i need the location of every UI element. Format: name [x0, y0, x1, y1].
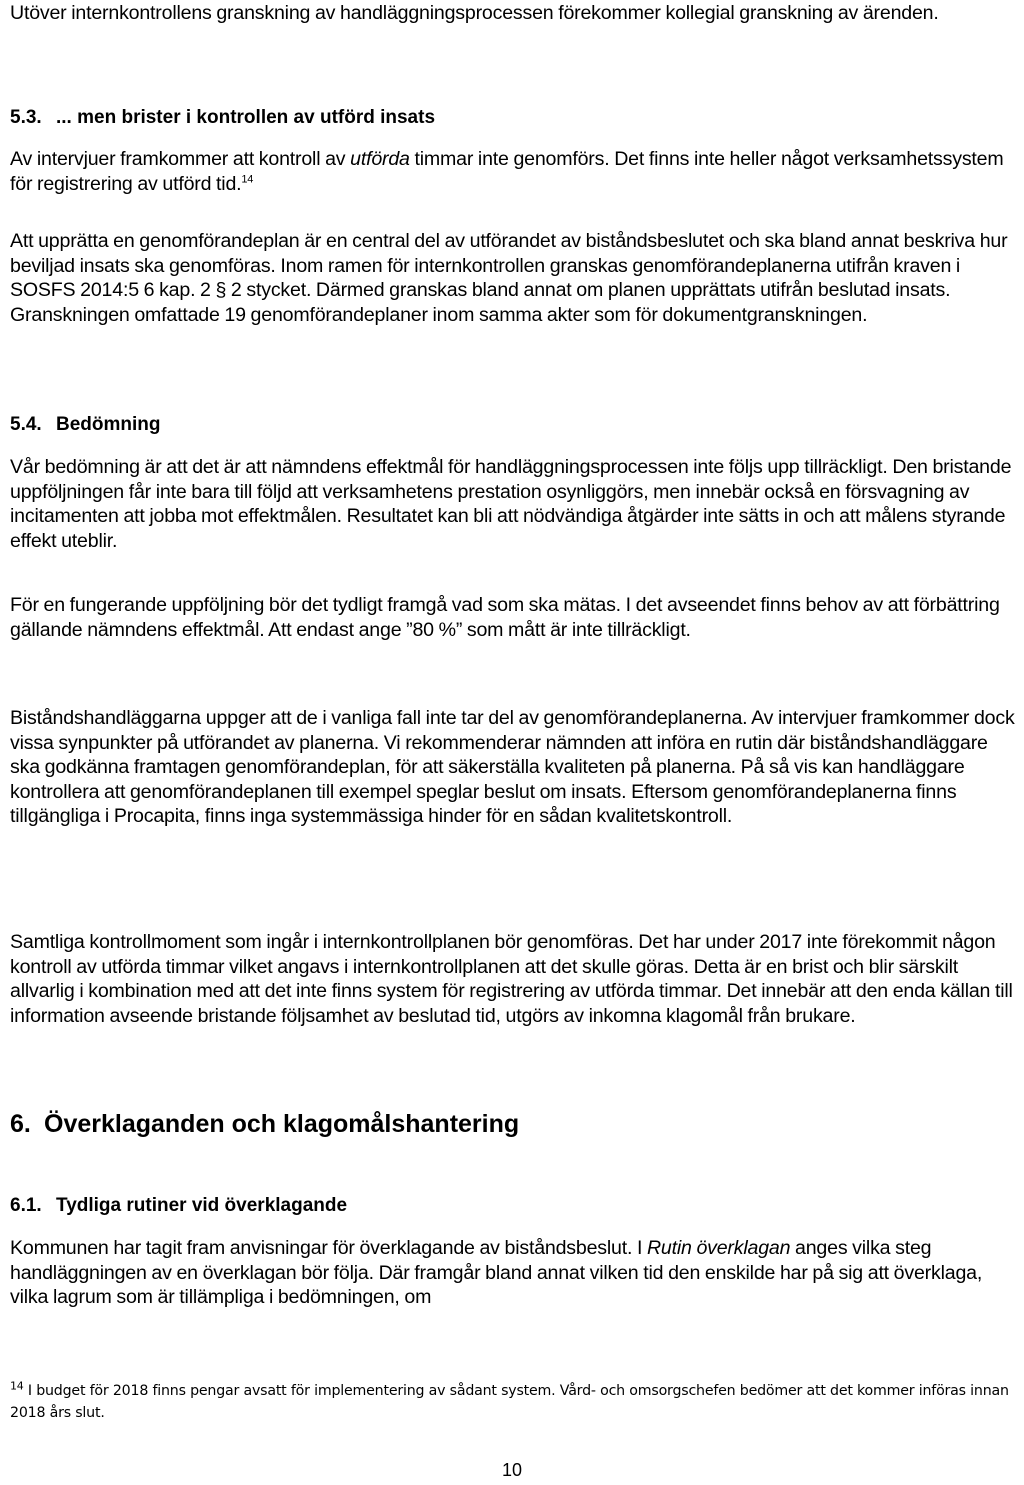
intro-paragraph: [10, 1, 1018, 26]
paragraph-5-3-b: [10, 229, 1018, 327]
heading-title: Överklaganden och klagomålshantering: [44, 1110, 520, 1138]
heading-number: 5.4.: [10, 414, 42, 435]
footnote-reference: 14: [241, 172, 254, 185]
paragraph-5-4-b: [10, 593, 1018, 642]
paragraph-text-emphasis: Rutin överklagan: [646, 1237, 791, 1259]
paragraph-text: Att upprätta en genomförandeplan är en central del av utförandet av biståndsbeslutet och ska bland annat beskriva hur beviljad insats ska genomföras. Inom ramen för internkontrollen granskas genomförandeplanerna utifrån kraven i SOSFS 2014:5 6 kap. 2 § 2 stycket. Därmed granskas bland annat om planen upprättats utifrån beslutad insats. Granskningen omfattade 19 genomförandeplaner inom samma akter som för dokumentgranskningen.: [10, 230, 1008, 326]
heading-5-4: [10, 413, 1018, 437]
paragraph-text: Utöver internkontrollens granskning av handläggningsprocessen förekommer kollegial granskning av ärenden.: [10, 2, 939, 24]
heading-6: [10, 1109, 1018, 1139]
heading-title: Tydliga rutiner vid överklagande: [56, 1195, 348, 1216]
paragraph-6-1-a: [10, 1236, 1018, 1310]
heading-title: Bedömning: [56, 414, 161, 435]
heading-6-1: [10, 1194, 1018, 1218]
paragraph-text: För en fungerande uppföljning bör det tydligt framgå vad som ska mätas. I det avseendet finns behov av att förbättring gällande nämndens effektmål. Att endast ange ”80 %” som mått är inte tillräckligt.: [10, 594, 1000, 641]
paragraph-5-3-a: [10, 147, 1018, 196]
paragraph-text-pre: Av intervjuer framkommer att kontroll av: [10, 148, 351, 170]
page-number: 10: [501, 1460, 523, 1480]
heading-5-3: [10, 106, 1018, 130]
paragraph-text-emphasis: utförda: [350, 148, 410, 170]
paragraph-text-post: timmar inte genomförs. Det finns inte heller något verksamhetssystem för registrering av utförd tid.: [10, 148, 1004, 195]
heading-number: 6.1.: [10, 1195, 42, 1216]
footnote: [10, 1380, 1018, 1424]
paragraph-text: Vår bedömning är att det är att nämndens effektmål för handläggningsprocessen inte följs upp tillräckligt. Den bristande uppföljningen får inte bara till följd att verksamhetens prestation osynliggörs, men innebär också en försvagning av incitamenten att jobba mot effektmålen. Resultatet kan bli att nödvändiga åtgärder inte sätts in och att målens styrande effekt uteblir.: [10, 456, 1012, 552]
paragraph-text-pre: Kommunen har tagit fram anvisningar för överklagande av biståndsbeslut. I: [10, 1237, 647, 1259]
paragraph-text: Samtliga kontrollmoment som ingår i internkontrollplanen bör genomföras. Det har under 2017 inte förekommit någon kontroll av utförda timmar vilket angavs i internkontrollplanen att det skulle göras. Detta är en brist och blir särskilt allvarlig i kombination med att det inte finns system för registrering av utförda timmar. Det innebär att den enda källan till information avseende bristande följsamhet av beslutad tid, utgörs av inkomna klagomål från brukare.: [10, 931, 1013, 1027]
heading-number: 6.: [10, 1110, 31, 1138]
paragraph-5-4-a: [10, 455, 1018, 553]
paragraph-text: Biståndshandläggarna uppger att de i vanliga fall inte tar del av genomförandeplanerna. Av intervjuer framkommer dock vissa synpunkter på utförandet av planerna. Vi rekommenderar nämnden att införa en rutin där biståndshandläggare ska godkänna framtagen genomförandeplan, för att säkerställa kvaliteten på planerna. På så vis kan handläggare kontrollera att genomförandeplanen till exempel speglar beslut om insats. Eftersom genomförandeplanerna finns tillgängliga i Procapita, finns inga systemmässiga hinder för en sådan kvalitetskontroll.: [10, 707, 1015, 827]
footnote-text: I budget för 2018 finns pengar avsatt för implementering av sådant system. Vård- och omsorgschefen bedömer att det kommer införas innan 2018 års slut.: [10, 1383, 1009, 1421]
footnote-marker: 14: [10, 1379, 24, 1393]
paragraph-5-4-c: [10, 706, 1018, 829]
paragraph-5-4-d: [10, 930, 1018, 1028]
heading-title: ... men brister i kontrollen av utförd insats: [56, 107, 436, 128]
heading-number: 5.3.: [10, 107, 42, 128]
paragraph-text-post: anges vilka steg handläggningen av en överklagan bör följa. Där framgår bland annat vilken tid den enskilde har på sig att överklaga, vilka lagrum som är tillämpliga i bedömningen, om: [10, 1237, 983, 1308]
